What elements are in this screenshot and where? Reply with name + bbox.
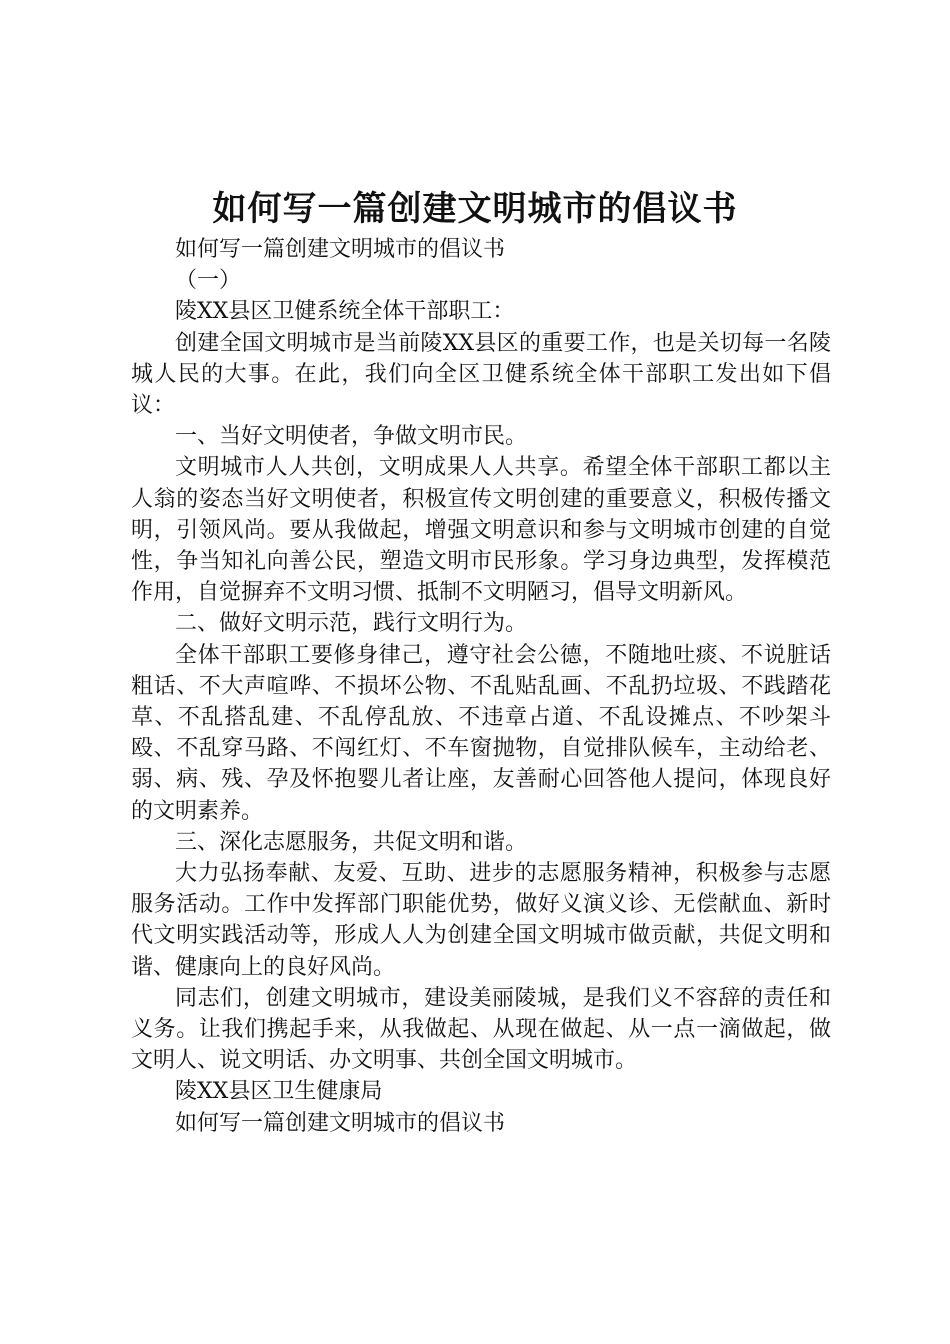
- paragraph-subtitle: 如何写一篇创建文明城市的倡议书: [175, 237, 506, 262]
- paragraph-next-title: 如何写一篇创建文明城市的倡议书: [175, 1110, 506, 1136]
- paragraph-body-3: 大力弘扬奉献、友爱、互助、进步的志愿服务精神，积极参与志愿服务活动。工作中发挥部门职能优势，做好义演义诊、无偿献血、新时代文明实践活动等，形成人人为创建全国文明城市做贡献，共促文明和谐、健康向上的良好风尚。: [131, 861, 831, 980]
- paragraph-heading-2: 二、做好文明示范，践行文明行为。: [175, 611, 528, 637]
- document-body: [131, 234, 831, 1139]
- paragraph-body-1: 文明城市人人共创，文明成果人人共享。希望全体干部职工都以主人翁的姿态当好文明使者，积极宣传文明创建的重要意义，积极传播文明，引领风尚。要从我做起，增强文明意识和参与文明城市创建的自觉性，争当知礼向善公民，塑造文明市民形象。学习身边典型，发挥模范作用，自觉摒弃不文明习惯、抵制不文明陋习，倡导文明新风。: [131, 455, 831, 606]
- paragraph-heading-1: 一、当好文明使者，争做文明市民。: [175, 424, 528, 450]
- paragraph-signature: 陵XX县区卫生健康局: [175, 1079, 383, 1105]
- paragraph-closing: 同志们，创建文明城市，建设美丽陵城，是我们义不容辞的责任和义务。让我们携起手来，从我做起、从现在做起、从一点一滴做起，做文明人、说文明话、办文明事、共创全国文明城市。: [131, 985, 831, 1074]
- paragraph-salutation: 陵XX县区卫健系统全体干部职工：: [175, 299, 515, 325]
- paragraph-intro: 创建全国文明城市是当前陵XX县区的重要工作，也是关切每一名陵城人民的大事。在此，我们向全区卫健系统全体干部职工发出如下倡议：: [131, 330, 831, 419]
- paragraph-body-2: 全体干部职工要修身律己，遵守社会公德，不随地吐痰、不说脏话粗话、不大声喧哗、不损坏公物、不乱贴乱画、不乱扔垃圾、不践踏花草、不乱搭乱建、不乱停乱放、不违章占道、不乱设摊点、不吵架斗殴、不乱穿马路、不闯红灯、不车窗抛物，自觉排队候车，主动给老、弱、病、残、孕及怀抱婴儿者让座，友善耐心回答他人提问，体现良好的文明素养。: [131, 642, 831, 824]
- paragraph-section-number: （一）: [175, 268, 242, 294]
- document-title: 如何写一篇创建文明城市的倡议书: [212, 189, 738, 229]
- paragraph-heading-3: 三、深化志愿服务，共促文明和谐。: [175, 829, 528, 855]
